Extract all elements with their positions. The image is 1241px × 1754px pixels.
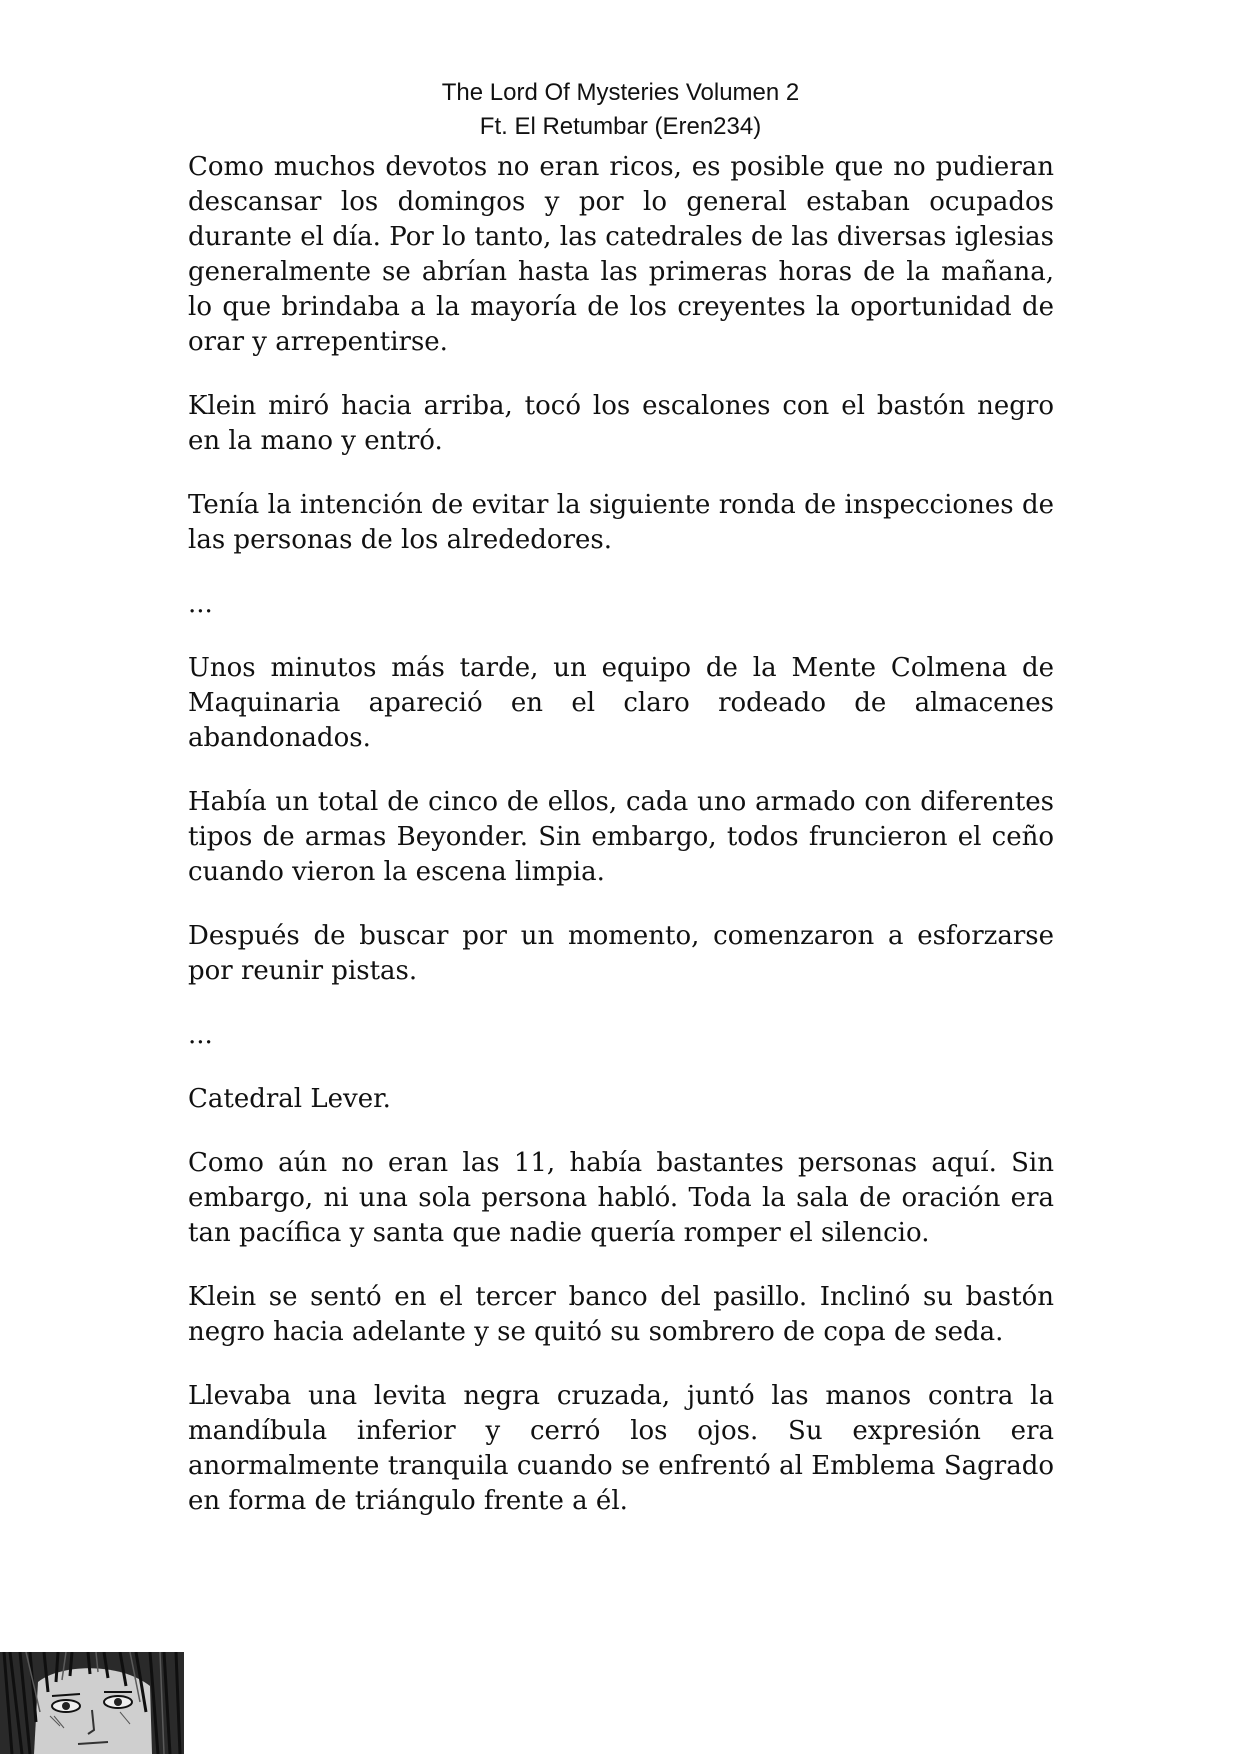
document-subtitle: Ft. El Retumbar (Eren234) bbox=[479, 113, 762, 140]
paragraph: Después de buscar por un momento, comenzaron a esforzarse por reunir pistas. bbox=[188, 921, 1054, 986]
document-header bbox=[0, 76, 1241, 144]
paragraph: Había un total de cinco de ellos, cada uno armado con diferentes tipos de armas Beyonder. Sin embargo, todos fruncieron el ceño cuando vieron la escena limpia. bbox=[188, 787, 1054, 887]
scene-break: ... bbox=[188, 589, 213, 619]
paragraph: Klein miró hacia arriba, tocó los escalones con el bastón negro en la mano y entró. bbox=[188, 391, 1054, 456]
paragraph: Catedral Lever. bbox=[188, 1084, 391, 1114]
manga-character-icon bbox=[0, 1652, 184, 1754]
paragraph: Como muchos devotos no eran ricos, es posible que no pudieran descansar los domingos y por lo general estaban ocupados durante el día. Por lo tanto, las catedrales de las diversas iglesias generalmente se abrían hasta las primeras horas de la mañana, lo que brindaba a la mayoría de los creyentes la oportunidad de orar y arrepentirse. bbox=[188, 152, 1054, 357]
paragraph: Klein se sentó en el tercer banco del pasillo. Inclinó su bastón negro hacia adelante y se quitó su sombrero de copa de seda. bbox=[188, 1282, 1054, 1347]
paragraph: Como aún no eran las 11, había bastantes personas aquí. Sin embargo, ni una sola persona habló. Toda la sala de oración era tan pacífica y santa que nadie quería romper el silencio. bbox=[188, 1148, 1054, 1248]
document-title: The Lord Of Mysteries Volumen 2 bbox=[441, 79, 800, 106]
scene-break: ... bbox=[188, 1020, 213, 1050]
chapter-body bbox=[188, 150, 1054, 1519]
paragraph: Unos minutos más tarde, un equipo de la Mente Colmena de Maquinaria apareció en el claro rodeado de almacenes abandonados. bbox=[188, 653, 1054, 753]
paragraph: Llevaba una levita negra cruzada, juntó las manos contra la mandíbula inferior y cerró los ojos. Su expresión era anormalmente tranquila cuando se enfrentó al Emblema Sagrado en forma de triángulo frente a él. bbox=[188, 1381, 1054, 1516]
paragraph: Tenía la intención de evitar la siguiente ronda de inspecciones de las personas de los alrededores. bbox=[188, 490, 1054, 555]
